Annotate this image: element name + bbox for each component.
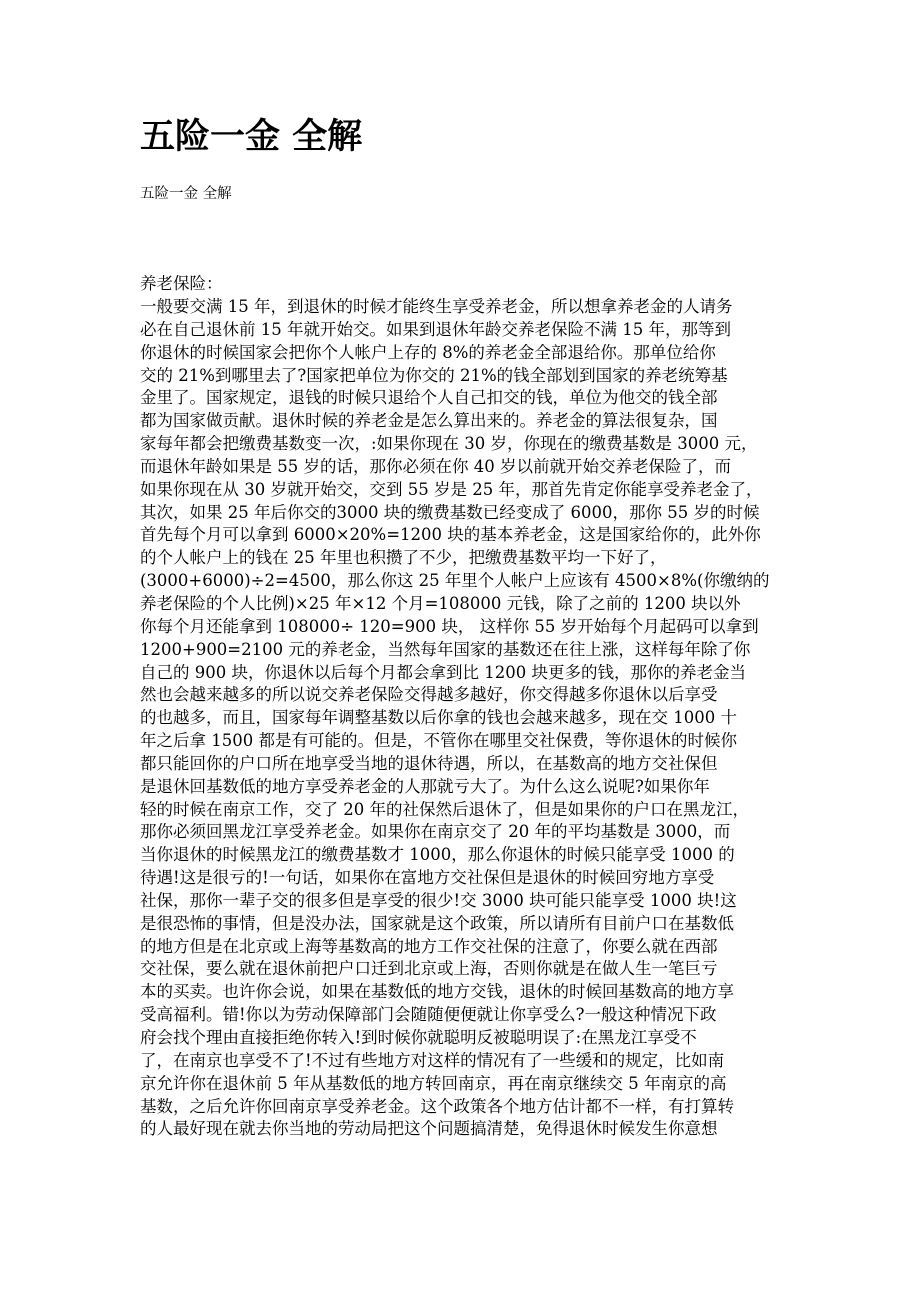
body-line: 金里了。国家规定，退钱的时候只退给个人自己扣交的钱，单位为他交的钱全部 [140, 388, 718, 408]
document-title: 五险一金 全解 [140, 116, 363, 157]
body-line: 的人最好现在就去你当地的劳动局把这个问题搞清楚，免得退休时候发生你意想 [140, 1119, 718, 1139]
body-line: 如果你现在从 30 岁就开始交，交到 55 岁是 25 年，那首先肯定你能享受养老金了， [140, 479, 763, 499]
body-line: 是很恐怖的事情，但是没办法，国家就是这个政策，所以请所有目前户口在基数低 [140, 913, 734, 933]
body-line: 京允许你在退休前 5 年从基数低的地方转回南京，再在南京继续交 5 年南京的高 [140, 1073, 727, 1093]
body-line: 而退休年龄如果是 55 岁的话，那你必须在你 40 岁以前就开始交养老保险了，而 [140, 456, 731, 476]
body-line: 养老保险的个人比例)×25 年×12 个月=108000 元钱，除了之前的 1200 块以外 [140, 593, 741, 613]
body-line: 年之后拿 1500 都是有可能的。但是，不管你在哪里交社保费，等你退休的时候你 [140, 731, 737, 751]
body-line: 首先每个月可以拿到 6000×20%=1200 块的基本养老金，这是国家给你的，此外你 [140, 525, 761, 545]
body-line: 当你退休的时候黑龙江的缴费基数才 1000，那么你退休的时候只能享受 1000 的 [140, 845, 735, 865]
body-line: 了，在南京也享受不了!不过有些地方对这样的情况有了一些缓和的规定，比如南 [140, 1050, 725, 1070]
body-line: 自己的 900 块，你退休以后每个月都会拿到比 1200 块更多的钱，那你的养老金当 [140, 662, 746, 682]
body-line: 社保，那你一辈子交的很多但是享受的很少!交 3000 块可能只能享受 1000 块!这 [140, 890, 737, 910]
body-line: 都只能回你的户口所在地享受当地的退休待遇，所以，在基数高的地方交社保但 [140, 753, 718, 773]
body-line: 一般要交满 15 年，到退休的时候才能终生享受养老金，所以想拿养老金的人请务 [140, 297, 733, 316]
document-subtitle: 五险一金 全解 [140, 186, 232, 202]
body-line: 那你必须回黑龙江享受养老金。如果你在南京交了 20 年的平均基数是 3000，而 [140, 822, 731, 842]
body-line: 轻的时候在南京工作，交了 20 年的社保然后退休了，但是如果你的户口在黑龙江， [140, 799, 749, 819]
body-line: 是退休回基数低的地方享受养老金的人那就亏大了。为什么这么说呢?如果你年 [140, 776, 710, 796]
body-line: 交社保，要么就在退休前把户口迁到北京或上海，否则你就是在做人生一笔巨亏 [140, 959, 718, 979]
body-line: 受高福利。错!你以为劳动保障部门会随随便便就让你享受么?一般这种情况下政 [140, 1005, 717, 1025]
body-line: 交的 21%到哪里去了?国家把单位为你交的 21%的钱全部划到国家的养老统筹基 [140, 365, 728, 385]
body-line: 本的买卖。也许你会说，如果在基数低的地方交钱，退休的时候回基数高的地方享 [140, 982, 734, 1002]
body-line: 的地方但是在北京或上海等基数高的地方工作交社保的注意了，你要么就在西部 [140, 936, 718, 956]
body-line: 都为国家做贡献。退休时候的养老金是怎么算出来的。养老金的算法很复杂，国 [140, 411, 718, 431]
body-line: 然也会越来越多的所以说交养老保险交得越多越好，你交得越多你退休以后享受 [140, 685, 718, 705]
body-line: 府会找个理由直接拒绝你转入!到时候你就聪明反被聪明误了:在黑龙江享受不 [140, 1028, 697, 1047]
body-paragraph [140, 296, 785, 1141]
body-line: 必在自己退休前 15 年就开始交。如果到退休年龄交养老保险不满 15 年，那等到 [140, 319, 731, 339]
body-line: 其次，如果 25 年后你交的3000 块的缴费基数已经变成了 6000，那你 55 岁的时候 [140, 502, 760, 522]
section-heading-pension: 养老保险： [140, 274, 223, 293]
body-line: 的个人帐户上的钱在 25 年里也积攒了不少，把缴费基数平均一下好了， [140, 548, 667, 568]
body-line: 家每年都会把缴费基数变一次，:如果你现在 30 岁，你现在的缴费基数是 3000 元， [140, 434, 758, 454]
body-line: 基数，之后允许你回南京享受养老金。这个政策各个地方估计都不一样，有打算转 [140, 1096, 734, 1116]
body-line: (3000+6000)÷2=4500，那么你这 25 年里个人帐户上应该有 4500×8%(你缴纳的 [140, 571, 770, 591]
body-line: 的也越多，而且，国家每年调整基数以后你拿的钱也会越来越多，现在交 1000 十 [140, 708, 737, 728]
body-line: 你每个月还能拿到 108000÷ 120=900 块， 这样你 55 岁开始每个月起码可以拿到 [140, 616, 759, 636]
body-line: 待遇!这是很亏的!一句话，如果你在富地方交社保但是退休的时候回穷地方享受 [140, 868, 715, 888]
body-line: 你退休的时候国家会把你个人帐户上存的 8%的养老金全部退给你。那单位给你 [140, 342, 716, 362]
body-line: 1200+900=2100 元的养老金，当然每年国家的基数还在往上涨，这样每年除了你 [140, 639, 751, 659]
